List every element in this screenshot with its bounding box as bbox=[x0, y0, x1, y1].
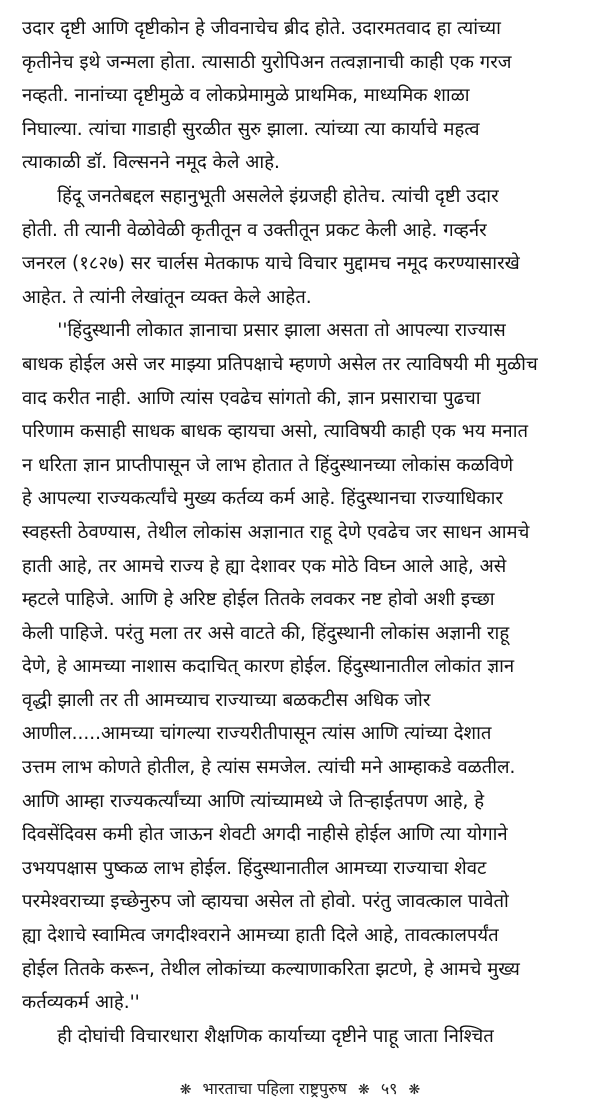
page-footer bbox=[0, 1074, 600, 1104]
text-line: उत्तम लाभ कोणते होतील, हे त्यांस समजेल. त्यांची मने आम्हाकडे वळतील. bbox=[22, 757, 516, 779]
text-line: दिवसेंदिवस कमी होत जाऊन शेवटी अगदी नाहीसे होईल आणि त्या योगाने bbox=[22, 824, 508, 846]
text-line: बाधक होईल असे जर माझ्या प्रतिपक्षाचे म्हणणे असेल तर त्याविषयी मी मुळीच bbox=[22, 353, 538, 375]
text-line: केली पाहिजे. परंतु मला तर असे वाटते की, हिंदुस्थानी लोकांस अज्ञानी राहू bbox=[22, 622, 510, 644]
text-line: स्वहस्ती ठेवण्यास, तेथील लोकांस अज्ञानात राहू देणे एवढेच जर साधन आमचे bbox=[22, 521, 530, 543]
text-line: हे आपल्या राज्यकर्त्यांचे मुख्य कर्तव्य कर्म आहे. हिंदुस्थानचा राज्याधिकार bbox=[22, 488, 503, 510]
text-line: निघाल्या. त्यांचा गाडाही सुरळीत सुरु झाला. त्यांच्या त्या कार्याचे महत्व bbox=[22, 118, 480, 140]
text-line: वृद्धी झाली तर ती आमच्याच राज्याच्या बळकटीस अधिक जोर bbox=[22, 689, 431, 711]
text-line: उदार दृष्टी आणि दृष्टीकोन हे जीवनाचेच ब्रीद होते. उदारमतवाद हा त्यांच्या bbox=[22, 18, 501, 39]
text-line: होती. ती त्यानी वेळोवेळी कृतीतून व उक्तीतून प्रकट केली आहे. गव्हर्नर bbox=[22, 219, 487, 241]
text-line: परिणाम कसाही साधक बाधक व्हायचा असो, त्याविषयी काही एक भय मनात bbox=[22, 421, 529, 443]
text-line: नव्हती. नानांच्या दृष्टीमुळे व लोकप्रेमामुळे प्राथमिक, माध्यमिक शाळा bbox=[22, 85, 470, 107]
body-text bbox=[22, 12, 584, 1053]
text-line: ही दोघांची विचारधारा शैक्षणिक कार्याच्या दृष्टीने पाहू जाता निश्चित bbox=[22, 1025, 494, 1047]
text-line: कर्तव्यकर्म आहे.'' bbox=[22, 992, 140, 1014]
text-line: आहेत. ते त्यांनी लेखांतून व्यक्त केले आहेत. bbox=[22, 286, 312, 308]
text-line: कृतीनेच इथे जन्मला होता. त्यासाठी युरोपिअन तत्वज्ञानाची काही एक गरज bbox=[22, 51, 512, 73]
footer-page-number: ५९ bbox=[380, 1079, 398, 1098]
text-line: ''हिंदुस्थानी लोकात ज्ञानाचा प्रसार झाला असता तो आपल्या राज्यास bbox=[22, 320, 506, 342]
text-line: परमेश्वराच्या इच्छेनुरुप जो व्हायचा असेल तो होवो. परंतु जावत्काल पावेतो bbox=[22, 891, 509, 913]
text-line: म्हटले पाहिजे. आणि हे अरिष्ट होईल तितके लवकर नष्ट होवो अशी इच्छा bbox=[22, 589, 495, 611]
text-line: त्याकाळी डॉ. विल्सनने नमूद केले आहे. bbox=[22, 152, 280, 174]
text-line: होईल तितके करून, तेथील लोकांच्या कल्याणाकरिता झटणे, हे आमचे मुख्य bbox=[22, 958, 520, 980]
text-line: आणील.....आमच्या चांगल्या राज्यरीतीपासून त्यांस आणि त्यांच्या देशात bbox=[22, 723, 492, 745]
text-line: न धरिता ज्ञान प्राप्तीपासून जे लाभ होतात ते हिंदुस्थानच्या लोकांस कळविणे bbox=[22, 454, 514, 476]
text-line: जनरल (१८२७) सर चार्लस मेतकाफ याचे विचार मुद्दामच नमूद करण्यासारखे bbox=[22, 253, 520, 275]
text-line: हिंदू जनतेबद्दल सहानुभूती असलेले इंग्रजही होतेच. त्यांची दृष्टी उदार bbox=[22, 185, 499, 207]
text-line: हाती आहे, तर आमचे राज्य हे ह्या देशावर एक मोठे विघ्न आले आहे, असे bbox=[22, 555, 507, 577]
text-line: देणे, हे आमच्या नाशास कदाचित् कारण होईल. हिंदुस्थानातील लोकांत ज्ञान bbox=[22, 656, 515, 678]
footer-ornament-middle: ❋ bbox=[357, 1082, 370, 1098]
text-line: आणि आम्हा राज्यकर्त्यांच्या आणि त्यांच्यामध्ये जे तिऱ्हाईतपण आहे, हे bbox=[22, 790, 485, 812]
footer-ornament-left: ❋ bbox=[179, 1082, 192, 1098]
text-line: ह्या देशाचे स्वामित्व जगदीश्वराने आमच्या हाती दिले आहे, तावत्कालपर्यंत bbox=[22, 925, 499, 947]
footer-book-title: भारताचा पहिला राष्ट्रपुरुष bbox=[202, 1079, 347, 1098]
text-line: वाद करीत नाही. आणि त्यांस एवढेच सांगतो की, ज्ञान प्रसाराचा पुढचा bbox=[22, 387, 481, 409]
text-line: उभयपक्षास पुष्कळ लाभ होईल. हिंदुस्थानातील आमच्या राज्याचा शेवट bbox=[22, 857, 487, 879]
footer-ornament-right: ❋ bbox=[408, 1082, 421, 1098]
